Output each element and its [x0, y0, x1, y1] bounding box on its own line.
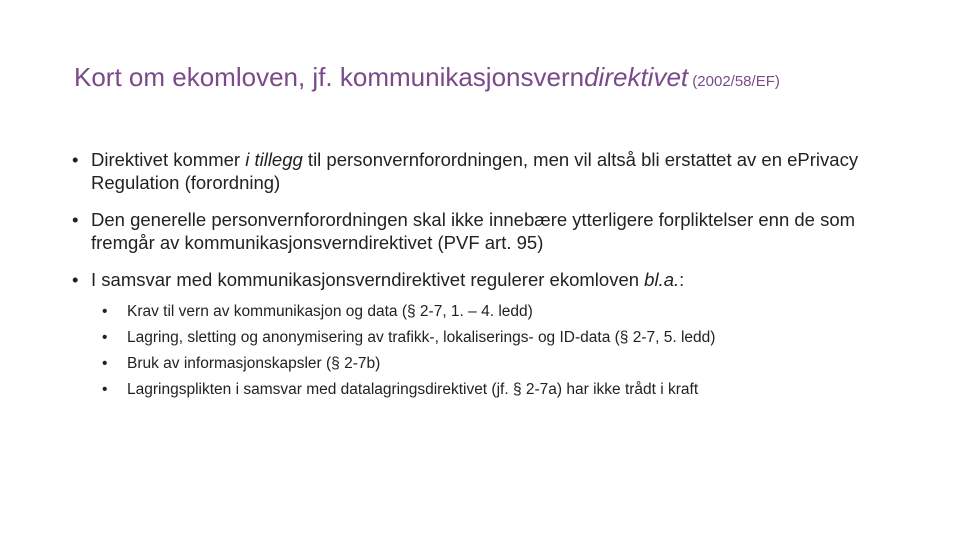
bullet-dot-icon: •: [72, 269, 79, 290]
title-reference: (2002/58/EF): [688, 73, 780, 90]
sub-bullet-3-text: Bruk av informasjonskapsler (§ 2-7b): [127, 355, 381, 372]
sub-bullet-4: [102, 377, 892, 403]
bullet-3-italic: bl.a.: [644, 269, 680, 290]
bullet-1-pre: Direktivet kommer: [91, 149, 246, 170]
bullet-dot-icon: •: [72, 149, 79, 170]
bullet-dot-icon: •: [102, 329, 108, 346]
bullet-1-italic: i tillegg: [245, 149, 303, 170]
bullet-3: [72, 268, 892, 291]
bullet-1: [72, 148, 892, 194]
sub-bullet-2-text: Lagring, sletting og anonymisering av trafikk-, lokaliserings- og ID-data (§ 2-7, 5. ledd): [127, 329, 716, 346]
title-main: Kort om ekomloven, jf. kommunikasjonsvern: [74, 62, 585, 92]
bullet-dot-icon: •: [102, 303, 108, 320]
sub-bullet-list: [102, 299, 892, 403]
bullet-3-post: :: [679, 269, 685, 290]
sub-bullet-3: [102, 351, 892, 377]
bullet-3-pre: I samsvar med kommunikasjonsverndirektivet regulerer ekomloven: [91, 269, 645, 290]
sub-bullet-1-text: Krav til vern av kommunikasjon og data (§ 2-7, 1. – 4. ledd): [127, 303, 533, 320]
title-italic: direktivet: [584, 62, 689, 92]
sub-bullet-1: [102, 299, 892, 325]
slide-title: [74, 62, 934, 93]
bullet-dot-icon: •: [102, 355, 108, 372]
bullet-dot-icon: •: [102, 381, 108, 398]
bullet-dot-icon: •: [72, 209, 79, 230]
sub-bullet-4-text: Lagringsplikten i samsvar med datalagringsdirektivet (jf. § 2-7a) har ikke trådt i kraft: [127, 381, 699, 398]
bullet-1-post: til personvernforordningen, men vil altså bli erstattet av en ePrivacy Regulation (forordning): [91, 149, 859, 193]
sub-bullet-2: [102, 325, 892, 351]
slide-content: [72, 148, 892, 403]
bullet-2: [72, 208, 892, 254]
bullet-2-text: Den generelle personvernforordningen skal ikke innebære ytterligere forpliktelser enn de som fremgår av kommunikasjonsverndirektivet (PVF art. 95): [91, 209, 856, 253]
